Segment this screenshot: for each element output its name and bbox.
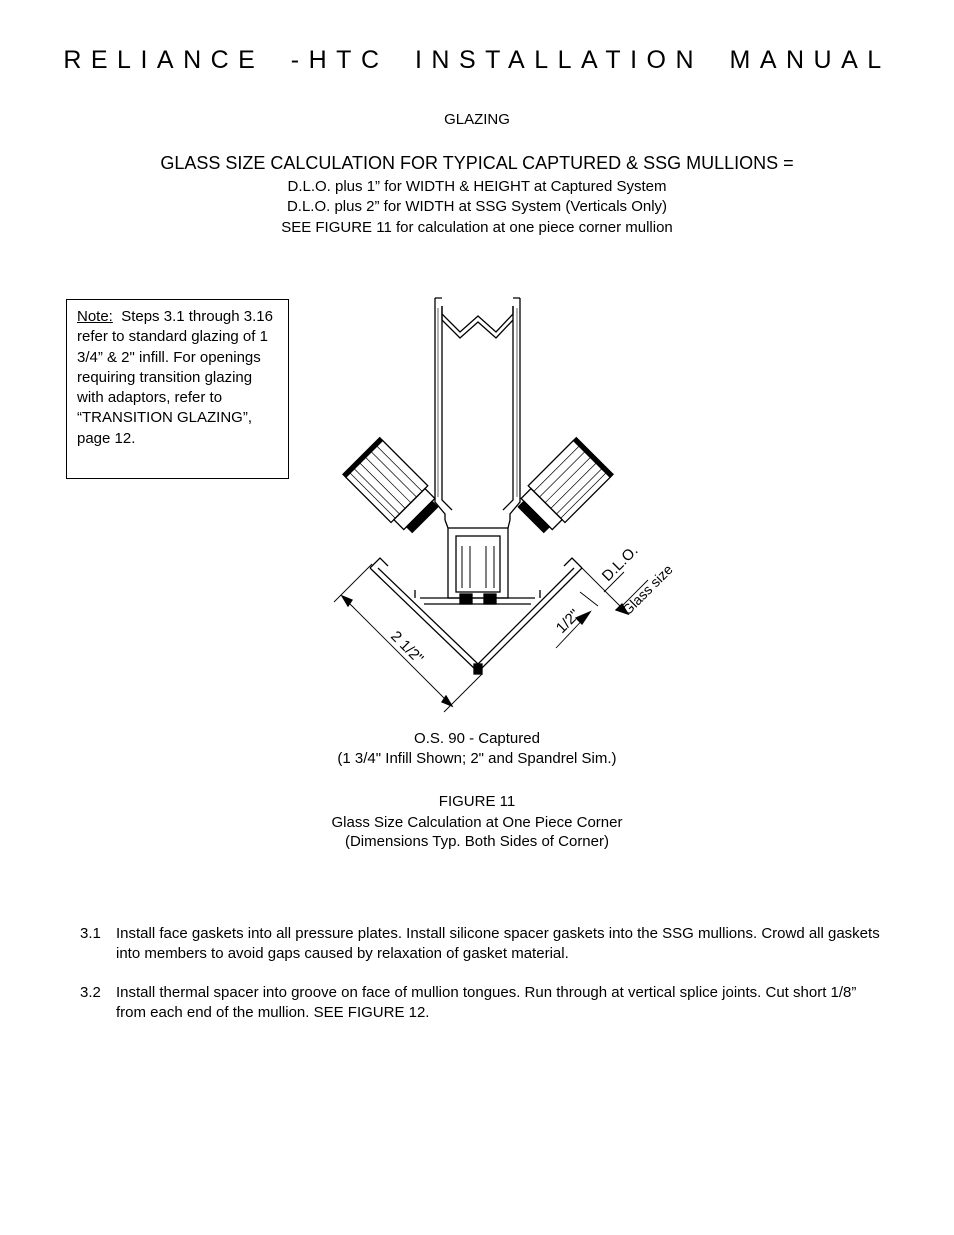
dimension-label-left: 2 1/2" xyxy=(387,627,427,668)
corner-mullion-drawing xyxy=(320,292,700,722)
left-glass-unit xyxy=(343,438,443,538)
note-box xyxy=(66,299,289,479)
note-text: Steps 3.1 through 3.16 refer to standard glazing of 1 3/4” & 2" infill. For openings requiring transition glazing with adaptors, refer to “TRANSITION GLAZING”, page 12. xyxy=(77,308,273,447)
right-glass-unit xyxy=(513,438,613,538)
figure-number: FIGURE 11 xyxy=(438,793,516,810)
calculation-line-ssg: D.L.O. plus 2” for WIDTH at SSG System (Verticals Only) xyxy=(286,198,668,215)
dimension-label-right: 1/2" xyxy=(552,606,584,637)
step-item xyxy=(80,924,880,964)
calculation-line-corner: SEE FIGURE 11 for calculation at one piece corner mullion xyxy=(281,219,673,236)
figure-caption-infill: (1 3/4" Infill Shown; 2" and Spandrel Sim.) xyxy=(337,750,617,767)
dimension-label-glass-size: Glass size xyxy=(618,561,676,619)
figure-subtitle: (Dimensions Typ. Both Sides of Corner) xyxy=(344,833,609,850)
note-label: Note: xyxy=(77,308,113,325)
step-text: Install face gaskets into all pressure plates. Install silicone spacer gaskets into the SSG mullions. Crowd all gaskets into members to avoid gaps caused by relaxation of gasket material. xyxy=(116,925,880,962)
thermal-clip xyxy=(445,520,510,604)
step-number: 3.1 xyxy=(80,925,101,942)
step-item xyxy=(80,983,880,1023)
figure-title: Glass Size Calculation at One Piece Corner xyxy=(331,814,623,831)
calculation-heading: GLASS SIZE CALCULATION FOR TYPICAL CAPTURED & SSG MULLIONS = xyxy=(160,153,794,173)
document-title: RELIANCE -HTC INSTALLATION MANUAL xyxy=(63,46,891,74)
corner-pressure-plate xyxy=(370,558,582,674)
section-label: GLAZING xyxy=(444,111,510,128)
mullion-tube xyxy=(435,298,520,520)
calculation-line-captured: D.L.O. plus 1” for WIDTH & HEIGHT at Captured System xyxy=(287,178,667,195)
dimension-label-dlo: D.L.O. xyxy=(598,542,642,585)
step-text: Install thermal spacer into groove on face of mullion tongues. Run through at vertical splice joints. Cut short 1/8” from each end of the mullion. SEE FIGURE 12. xyxy=(116,984,857,1021)
step-number: 3.2 xyxy=(80,984,101,1001)
figure-caption-model: O.S. 90 - Captured xyxy=(414,730,540,747)
